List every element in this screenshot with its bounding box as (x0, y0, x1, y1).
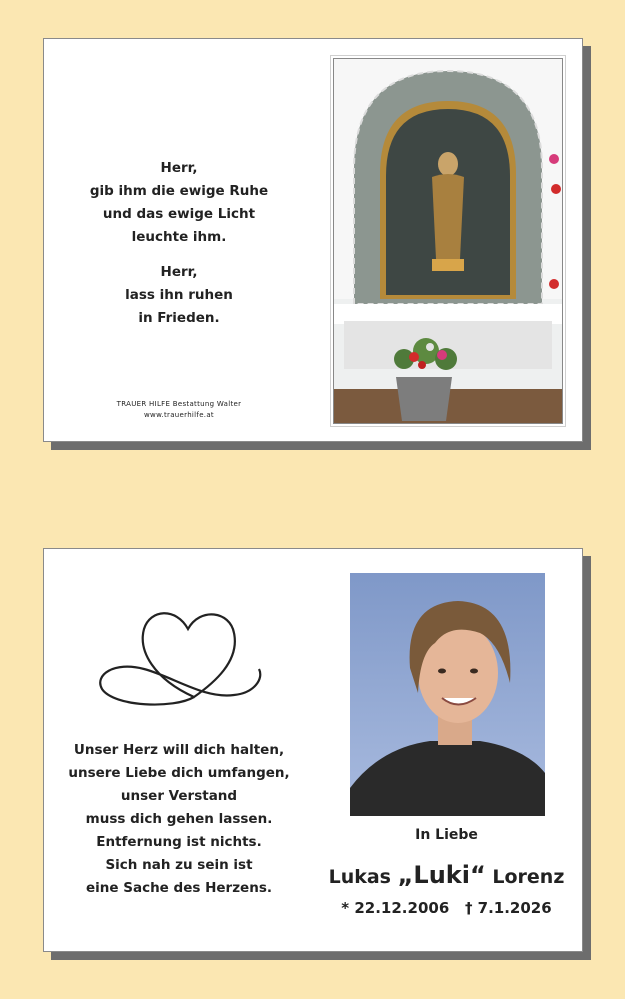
life-dates (324, 899, 569, 917)
verse-line: in Frieden. (138, 310, 220, 326)
in-loving-memory-label: In Liebe (415, 827, 478, 843)
poem-line: unsere Liebe dich umfangen, (68, 765, 290, 781)
poem-line: Sich nah zu sein ist (105, 857, 253, 873)
verse-line: Herr, (160, 264, 198, 280)
poem-line: muss dich gehen lassen. (85, 811, 273, 827)
last-name: Lorenz (492, 866, 565, 888)
funeral-home-name: TRAUER HILFE Bestattung Walter (116, 400, 242, 408)
verse-line: Herr, (160, 160, 198, 176)
poem-line: Entfernung ist nichts. (96, 834, 262, 850)
poem (64, 739, 294, 900)
funeral-home-website: www.trauerhilfe.at (144, 411, 214, 419)
deceased-name (324, 861, 569, 889)
poem-line: Unser Herz will dich halten, (73, 742, 285, 758)
prayer-card-front (43, 38, 583, 442)
verse-line: leuchte ihm. (131, 229, 227, 245)
poem-line: unser Verstand (120, 788, 238, 804)
prayer-verse-1 (84, 157, 274, 249)
death-date: † 7.1.2026 (464, 899, 552, 917)
birth-date: * 22.12.2006 (341, 899, 450, 917)
verse-line: lass ihn ruhen (125, 287, 233, 303)
poem-line: eine Sache des Herzens. (85, 880, 272, 896)
shrine-photo (333, 58, 563, 424)
prayer-verse-2 (84, 261, 274, 330)
memorial-card-inside (43, 548, 583, 952)
first-name: Lukas (328, 866, 391, 888)
verse-line: und das ewige Licht (102, 206, 256, 222)
funeral-home-credit (84, 399, 274, 421)
verse-line: gib ihm die ewige Ruhe (89, 183, 269, 199)
nickname: „Luki“ (397, 861, 486, 889)
heart-swirl-icon (94, 599, 264, 709)
portrait-photo (350, 573, 545, 816)
